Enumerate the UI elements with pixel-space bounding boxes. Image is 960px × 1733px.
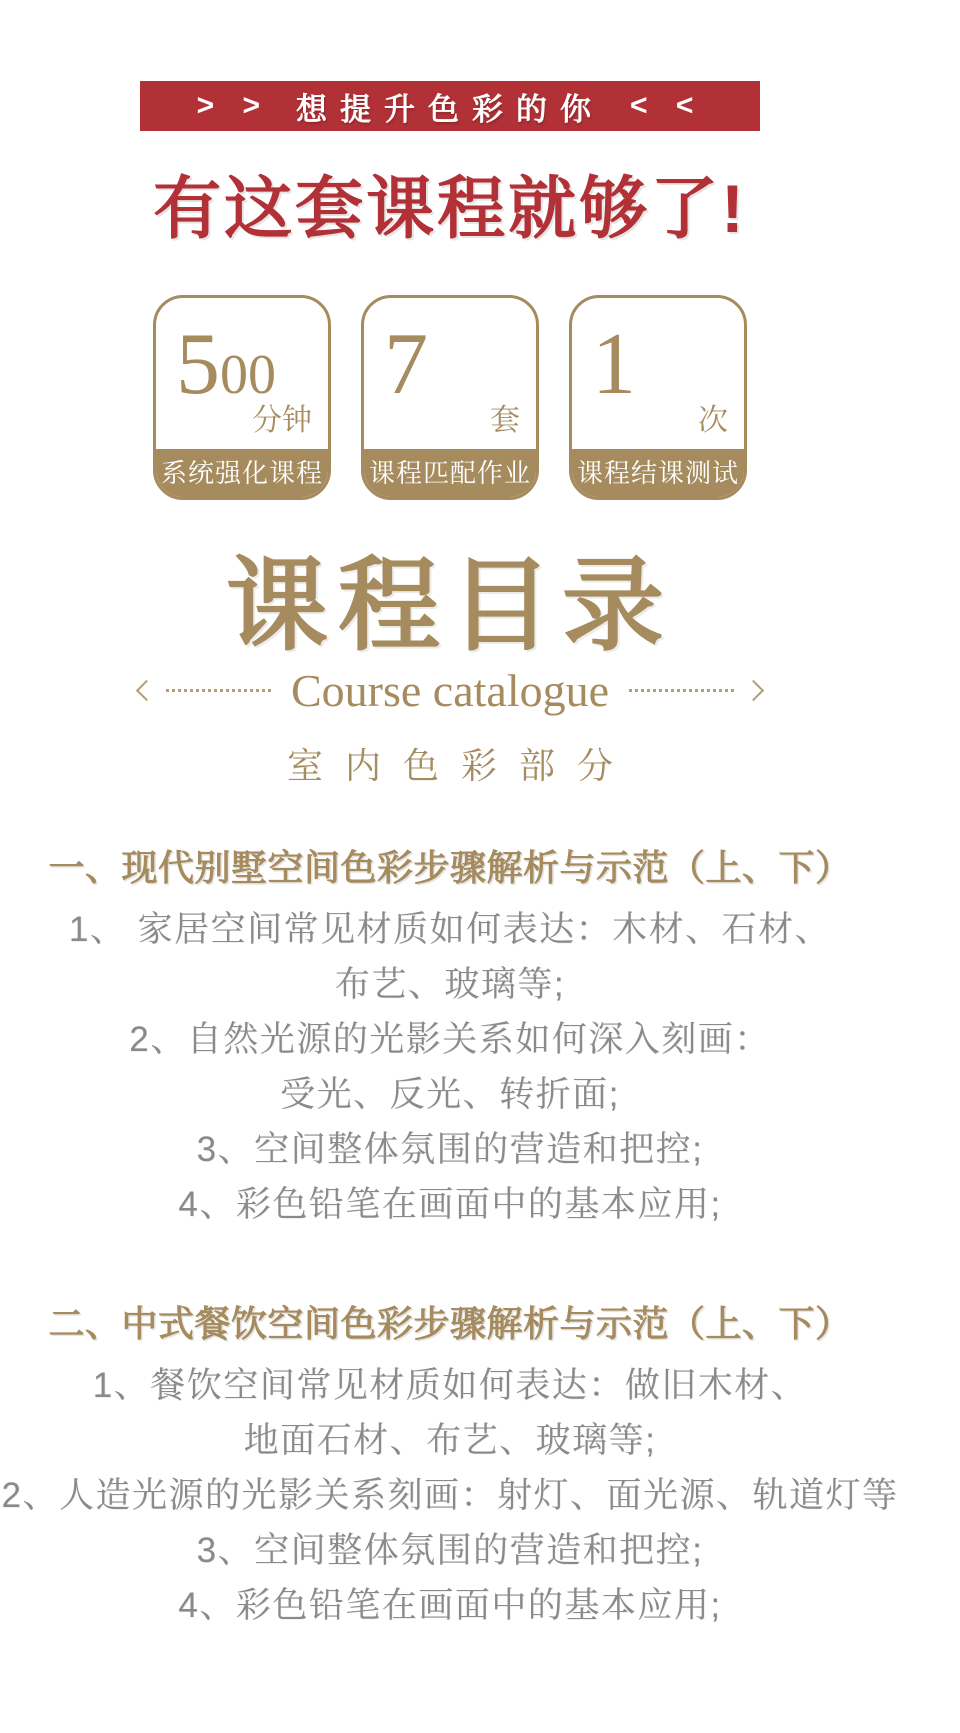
stat-label: 系统强化课程 <box>156 449 328 497</box>
section-heading: 一、现代别墅空间色彩步骤解析与示范（上、下） <box>48 847 852 888</box>
top-banner <box>140 81 760 131</box>
stat-card-body <box>364 298 536 449</box>
chevrons-right-icon: > > <box>196 89 270 122</box>
catalog-part-label: 室内色彩部分 <box>286 745 635 786</box>
stat-number <box>384 316 428 413</box>
stat-card-body <box>572 298 744 449</box>
stat-number-big: 5 <box>176 316 220 413</box>
main-title: 有这套课程就够了! <box>153 171 747 247</box>
outline-line: 布艺、玻璃等; <box>334 965 566 1004</box>
stat-card-body <box>156 298 328 449</box>
dotted-arrow-right-icon <box>743 680 764 701</box>
section-heading: 二、中式餐饮空间色彩步骤解析与示范（上、下） <box>48 1303 852 1344</box>
outline-line: 地面石材、布艺、玻璃等; <box>243 1421 657 1460</box>
outline-line: 3、空间整体氛围的营造和把控; <box>196 1130 704 1169</box>
stat-number-small: 00 <box>220 344 276 406</box>
stat-label: 课程匹配作业 <box>364 449 536 497</box>
course-poster <box>0 81 900 1633</box>
section-lines <box>0 1358 900 1633</box>
stat-unit: 套 <box>490 404 520 437</box>
stat-unit: 分钟 <box>252 404 312 437</box>
outline-line: 1、 家居空间常见材质如何表达：木材、石材、 <box>68 910 832 949</box>
dotted-line-right <box>629 689 734 692</box>
outline-line: 受光、反光、转折面; <box>280 1075 620 1114</box>
catalog-subtitle: Course catalogue <box>290 665 610 716</box>
outline-line: 2、自然光源的光影关系如何深入刻画： <box>129 1020 771 1059</box>
catalog-title: 课程目录 <box>226 549 674 663</box>
section-lines <box>0 902 900 1232</box>
section-modern-villa <box>0 846 900 1232</box>
stats-row <box>0 295 900 500</box>
dotted-line-left <box>166 689 271 692</box>
stat-card-homework <box>361 295 539 500</box>
outline-line: 2、人造光源的光影关系刻画：射灯、面光源、轨道灯等 <box>1 1476 899 1515</box>
section-chinese-dining <box>0 1302 900 1633</box>
stat-number-big: 1 <box>592 316 636 413</box>
outline-line: 4、彩色铅笔在画面中的基本应用; <box>178 1185 722 1224</box>
stat-card-minutes <box>153 295 331 500</box>
stat-number <box>592 316 636 413</box>
dotted-arrow-left-icon <box>136 680 157 701</box>
stat-label: 课程结课测试 <box>572 449 744 497</box>
stat-card-final-test <box>569 295 747 500</box>
catalog-subtitle-row <box>0 663 900 718</box>
banner-text: 想提升色彩的你 <box>296 91 604 127</box>
outline-line: 4、彩色铅笔在画面中的基本应用; <box>178 1586 722 1625</box>
outline-line: 1、餐饮空间常见材质如何表达：做旧木材、 <box>92 1366 808 1405</box>
stat-unit: 次 <box>698 404 728 437</box>
stat-number-big: 7 <box>384 316 428 413</box>
outline-line: 3、空间整体氛围的营造和把控; <box>196 1531 704 1570</box>
chevrons-left-icon: < < <box>630 89 704 122</box>
